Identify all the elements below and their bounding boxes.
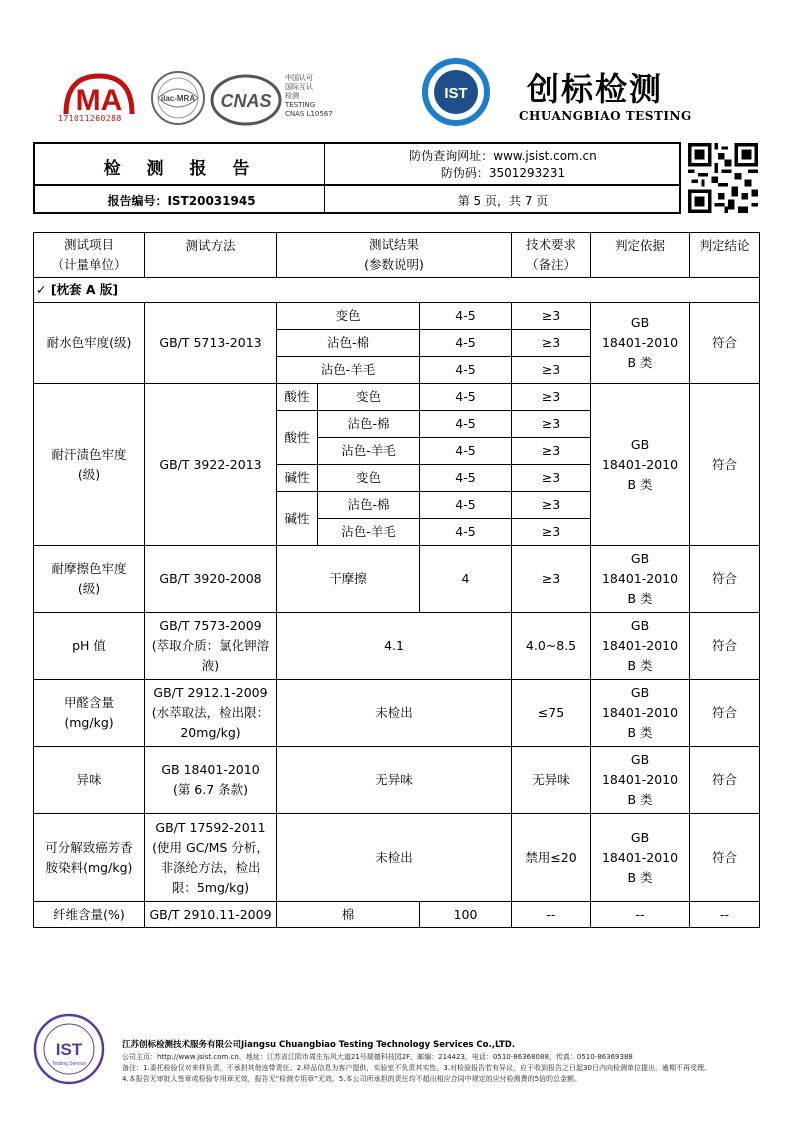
sweat-req: ≥3 — [512, 465, 591, 492]
sweat-param: 沾色-羊毛 — [318, 519, 420, 546]
query-site: 防伪查询网址：www.jsist.com.cn — [409, 149, 597, 163]
table-row — [34, 613, 760, 680]
sweat-value: 4-5 — [420, 384, 512, 411]
sweat-req: ≥3 — [512, 438, 591, 465]
cnas-line: CNAS L10567 — [285, 110, 333, 118]
formaldehyde-item: 甲醛含量 (mg/kg) — [34, 680, 145, 747]
fiber-req: -- — [512, 902, 591, 928]
fiber-param: 棉 — [277, 902, 420, 928]
sweat-label: 酸性 — [277, 384, 318, 411]
header-item: 测试项目 （计量单位） — [34, 233, 145, 278]
rub-basis: GB 18401-2010 B 类 — [591, 546, 690, 613]
page-info: 第 5 页，共 7 页 — [457, 194, 549, 208]
table-row — [34, 303, 760, 330]
rub-conclusion: 符合 — [690, 546, 760, 613]
formaldehyde-conclusion: 符合 — [690, 680, 760, 747]
rub-req: ≥3 — [512, 546, 591, 613]
rub-item: 耐摩擦色牢度 (级) — [34, 546, 145, 613]
sweat-param: 变色 — [318, 384, 420, 411]
fiber-method: GB/T 2910.11-2009 — [145, 902, 277, 928]
odor-item: 异味 — [34, 747, 145, 814]
company-name: 江苏创标检测技术服务有限公司Jiangsu Chuangbiao Testing Technology Services Co.,LTD. — [122, 1040, 516, 1050]
sweat-req: ≥3 — [512, 492, 591, 519]
ph-item: pH 值 — [34, 613, 145, 680]
odor-req: 无异味 — [512, 747, 591, 814]
sweat-label: 酸性 — [277, 411, 318, 465]
report-number: 报告编号：IST20031945 — [107, 194, 256, 208]
sweat-method: GB/T 3922-2013 — [145, 384, 277, 546]
qr-code — [688, 142, 758, 214]
water-param: 变色 — [277, 303, 420, 330]
report-header — [33, 142, 681, 214]
sweat-item: 耐汗渍色牢度 (级) — [34, 384, 145, 546]
water-value: 4-5 — [420, 303, 512, 330]
azo-conclusion: 符合 — [690, 814, 760, 902]
header-result: 测试结果 (参数说明) — [277, 233, 512, 278]
section-row — [34, 278, 760, 303]
table-row — [34, 680, 760, 747]
section-title: ✓ [枕套 A 版] — [34, 278, 760, 303]
sweat-req: ≥3 — [512, 384, 591, 411]
company-address: 公司主页：http://www.jsist.com.cn，地址：江苏省江阴市周庄东风大道21号瑞德科技园2F，邮编：214423，电话：0510-86368088，传真：0510-86369388 — [122, 1053, 633, 1061]
brand-name-cn: 创标检测 — [527, 70, 664, 108]
water-value: 4-5 — [420, 330, 512, 357]
sweat-value: 4-5 — [420, 519, 512, 546]
header-basis: 判定依据 — [591, 233, 690, 278]
table-row — [34, 902, 760, 928]
water-req: ≥3 — [512, 357, 591, 384]
ph-method: GB/T 7573-2009 (萃取介质：氯化钾溶 液) — [145, 613, 277, 680]
table-row — [34, 546, 760, 613]
fiber-basis: -- — [591, 902, 690, 928]
ilac-text: ilac-MRA — [160, 94, 196, 103]
sweat-param: 沾色-羊毛 — [318, 438, 420, 465]
rub-method: GB/T 3920-2008 — [145, 546, 277, 613]
fiber-value: 100 — [420, 902, 512, 928]
rub-value: 4 — [420, 546, 512, 613]
table-header-row — [34, 233, 760, 278]
footer-note-2: 4.本报告无审批人签章或检验专用章无效，报告无“检测专用章”无效。5.本公司所承担的责任均不超出相应合同中规定的应付检测费的5倍的总金额。 — [122, 1075, 582, 1083]
ist-seal — [33, 1013, 105, 1085]
ph-basis: GB 18401-2010 B 类 — [591, 613, 690, 680]
sweat-req: ≥3 — [512, 519, 591, 546]
azo-item: 可分解致癌芳香 胺染料(mg/kg) — [34, 814, 145, 902]
odor-basis: GB 18401-2010 B 类 — [591, 747, 690, 814]
fiber-item: 纤维含量(%) — [34, 902, 145, 928]
footer-note-1: 备注：1.委托检验仅对来样负责，不承担其他连带责任。2.样品信息为客户提供，实验室不负责其实性。3.对检验报告若有异议，应于收到报告之日起30日内向检测单位提出，逾期不再受理。 — [122, 1064, 711, 1072]
cnas-line: 中国认可 — [285, 74, 313, 82]
formaldehyde-basis: GB 18401-2010 B 类 — [591, 680, 690, 747]
azo-req: 禁用≤20 — [512, 814, 591, 902]
sweat-label: 碱性 — [277, 465, 318, 492]
odor-value: 无异味 — [277, 747, 512, 814]
formaldehyde-value: 未检出 — [277, 680, 512, 747]
cnas-description — [285, 74, 333, 119]
sweat-basis: GB 18401-2010 B 类 — [591, 384, 690, 546]
test-results-table — [33, 232, 760, 928]
cnas-logo — [210, 74, 282, 126]
odor-conclusion: 符合 — [690, 747, 760, 814]
ph-conclusion: 符合 — [690, 613, 760, 680]
water-req: ≥3 — [512, 330, 591, 357]
header-conclusion: 判定结论 — [690, 233, 760, 278]
azo-value: 未检出 — [277, 814, 512, 902]
water-item: 耐水色牢度(级) — [34, 303, 145, 384]
cnas-line: 检测 — [285, 92, 299, 100]
water-param: 沾色-棉 — [277, 330, 420, 357]
azo-method: GB/T 17592-2011 (使用 GC/MS 分析， 非涤纶方法，检出 限：5mg/kg) — [145, 814, 277, 902]
ph-req: 4.0~8.5 — [512, 613, 591, 680]
sweat-conclusion: 符合 — [690, 384, 760, 546]
sweat-value: 4-5 — [420, 438, 512, 465]
sweat-value: 4-5 — [420, 465, 512, 492]
ist-logo-text: IST — [444, 85, 468, 102]
ist-logo — [420, 58, 492, 126]
header-requirement: 技术要求 （备注） — [512, 233, 591, 278]
sweat-param: 变色 — [318, 465, 420, 492]
sweat-value: 4-5 — [420, 411, 512, 438]
water-req: ≥3 — [512, 303, 591, 330]
cnas-text: CNAS — [220, 91, 272, 111]
table-row — [34, 814, 760, 902]
cma-text: MA — [75, 84, 123, 117]
table-row — [34, 747, 760, 814]
cma-number: 171011260288 — [58, 114, 122, 123]
cnas-line: 国际互认 — [285, 83, 313, 91]
water-param: 沾色-羊毛 — [277, 357, 420, 384]
formaldehyde-req: ≤75 — [512, 680, 591, 747]
water-method: GB/T 5713-2013 — [145, 303, 277, 384]
seal-text: IST — [55, 1040, 83, 1059]
ph-value: 4.1 — [277, 613, 512, 680]
sweat-label: 碱性 — [277, 492, 318, 546]
sweat-param: 沾色-棉 — [318, 411, 420, 438]
fiber-conclusion: -- — [690, 902, 760, 928]
cnas-line: TESTING — [285, 101, 316, 109]
formaldehyde-method: GB/T 2912.1-2009 (水萃取法，检出限： 20mg/kg) — [145, 680, 277, 747]
ilac-mra-logo — [150, 70, 206, 126]
sweat-value: 4-5 — [420, 492, 512, 519]
header-method: 测试方法 — [145, 233, 277, 278]
azo-basis: GB 18401-2010 B 类 — [591, 814, 690, 902]
odor-method: GB 18401-2010 (第 6.7 条款) — [145, 747, 277, 814]
anti-fake-code: 防伪码：3501293231 — [440, 166, 566, 180]
table-row — [34, 384, 760, 411]
sweat-param: 沾色-棉 — [318, 492, 420, 519]
rub-param: 干摩擦 — [277, 546, 420, 613]
brand-name-en: CHUANGBIAO TESTING — [519, 109, 692, 123]
water-basis: GB 18401-2010 B 类 — [591, 303, 690, 384]
water-value: 4-5 — [420, 357, 512, 384]
sweat-req: ≥3 — [512, 411, 591, 438]
report-title: 检 测 报 告 — [103, 159, 260, 179]
seal-subtext: Testing Service — [52, 1061, 86, 1067]
water-conclusion: 符合 — [690, 303, 760, 384]
